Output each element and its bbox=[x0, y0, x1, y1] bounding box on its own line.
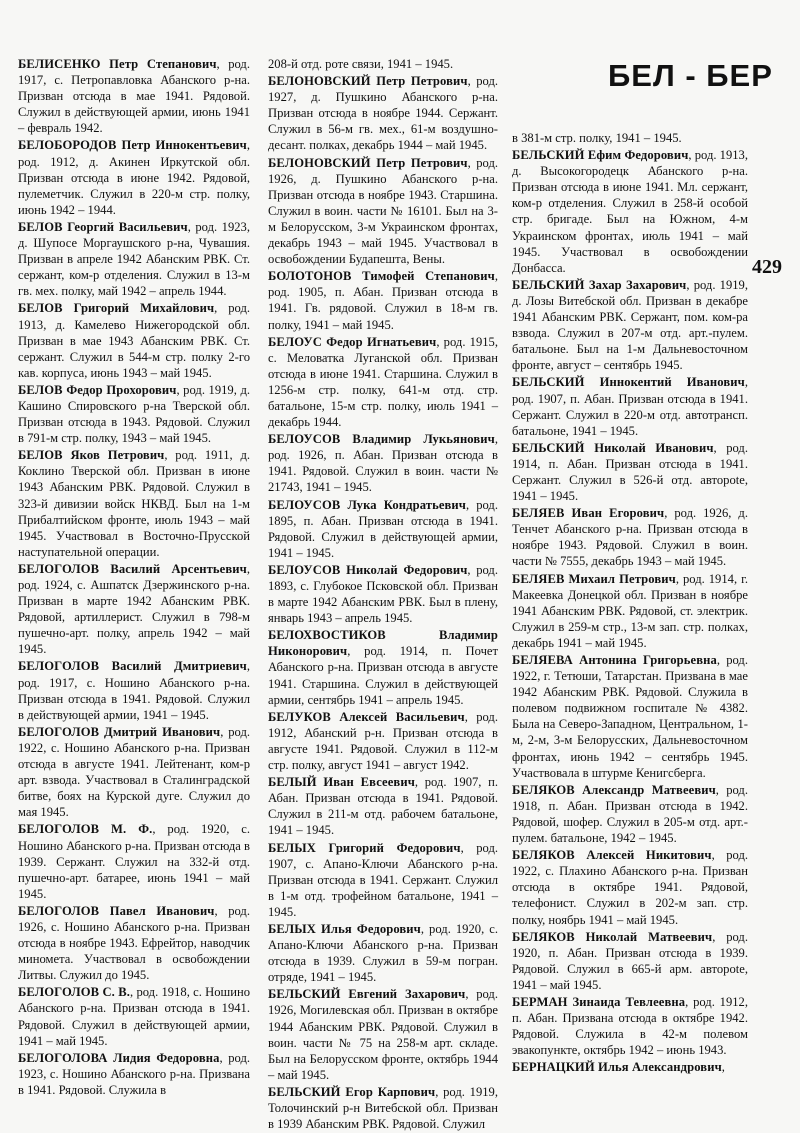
entry-text: , род. 1917, с. Петропавловка Абанского р-на. Призван отсюда в мае 1941. Рядовой. Служил в действующей армии, июнь 1941 – февраль 1942. bbox=[18, 57, 250, 136]
entry bbox=[512, 782, 748, 846]
entry-name: БЕЛЯЕВА Антонина Григорьевна bbox=[512, 653, 717, 667]
entry bbox=[18, 984, 250, 1048]
entry-text: , род. 1919, Толочинский р-н Витебской обл. Призван в 1939 Абанским РВК. Рядовой. Служил bbox=[268, 1084, 498, 1132]
entry-name: БЕЛЬСКИЙ Иннокентий Иванович bbox=[512, 375, 745, 390]
entry bbox=[18, 382, 250, 446]
entry-text: , род. 1920, с. Апано-Ключи Абанского р-на. Призван отсюда в 1939. Служил в 59-м погран. отряде, 1941 – 1945. bbox=[268, 921, 498, 985]
entry bbox=[512, 147, 748, 276]
entry-text: , род. 1912, п. Абан. Призвана отсюда в октябре 1942. Рядовой. Служила в 42-м полевом эвакопункте, октябрь 1942 – июнь 1943. bbox=[512, 994, 748, 1058]
entry-text: , род. 1922, с. Ношино Абанского р-на. Призван отсюда в августе 1941. Лейтенант, ком-р арт. взвода. Участвовал в Сталинградской битве, боях на Курской дуге. Служил до мая 1945. bbox=[18, 724, 250, 820]
entry-text: , род. 1924, с. Ашпатск Дзержинского р-на. Призван в марте 1942 Абанским РВК. Рядовой, артиллерист. Служил в 798-м пушечно-арт. полку, апрель 1942 – май 1945. bbox=[18, 561, 250, 657]
entry bbox=[18, 561, 250, 658]
entry-text: , род. 1926, д. Пушкино Абанского р-на. Призван отсюда в ноябре 1943. Старшина. Служил в воин. части № 16101. Был на 3-м Белорусском, 3-м Украинском фронтах, декабрь 1943 – май 1945. Участвовал в освобождении Будапешта, Вены. bbox=[268, 155, 498, 267]
entry bbox=[268, 774, 498, 838]
entry-name: БЕЛОУС Федор Игнатьевич bbox=[268, 334, 437, 349]
entry bbox=[268, 431, 498, 495]
entry-name: БЕРМАН Зинаида Тевлеевна bbox=[512, 994, 686, 1009]
entry bbox=[268, 562, 498, 626]
entry-text: , род. 1918, с. Ношино Абанского р-на. Призван отсюда в 1941. Рядовой. Служил в действующей армии, 1941 – май 1945. bbox=[18, 985, 250, 1048]
entry-text: , род. 1926, с. Ношино Абанского р-на. Призван отсюда в ноябре 1943. Ефрейтор, наводчик миномета. Участвовал в освобождении Литвы. Служил до 1945. bbox=[18, 903, 250, 983]
entry-text: , род. 1913, д. Камелево Нижегородской обл. Призван в мае 1943 Абанским РВК. Ст. сержант. Служил в 544-м стр. полку 2-го кав. корпуса, июнь 1943 – май 1945. bbox=[18, 301, 251, 380]
entry-text: , род. 1922, с. Плахино Абанского р-на. Призван отсюда в октябре 1941. Рядовой, телефонист. Служил в 202-м зап. стр. полку, ноябрь 1941 – май 1945. bbox=[512, 848, 748, 927]
entry-text: , род. 1913, д. Высокогородецк Абанского р-на. Призван отсюда в июне 1941. Мл. сержант, ком-р отделения. Служил в 258-й особой стр. бригаде. Был на Южном, 4-м Украинском фронтах, июль 1941 – май 1945. Участвовал в освобождении Донбасса. bbox=[512, 148, 748, 275]
entry bbox=[268, 497, 498, 561]
page-number: 429 bbox=[752, 256, 782, 278]
entry-text: , род. 1918, п. Абан. Призван отсюда в 1942. Рядовой, шофер. Служил в 205-м отд. арт.-пулем. батальоне, 1942 – 1945. bbox=[512, 782, 748, 846]
column-2 bbox=[268, 56, 498, 1133]
entry-text: , род. 1907, п. Абан. Призван отсюда в 1941. Рядовой. Служил в 211-м отд. рабочем батальоне, 1941 – 1945. bbox=[268, 775, 498, 838]
entry-text: , род. 1911, д. Коклино Тверской обл. Призван в июне 1943 Абанским РВК. Рядовой. Служил в 323-й дивизии войск НКВД. Был на 1-м Прибалтийском фронте, июль 1943 – май 1945. Участвовал в Восточно-Прусской наступательной операции. bbox=[18, 448, 250, 559]
entry-name: БЕЛОУСОВ Лука Кондратьевич bbox=[268, 497, 466, 512]
entry bbox=[512, 1059, 748, 1075]
entry-text: , род. 1905, п. Абан. Призван отсюда в 1941. Гв. рядовой. Служил в 18-м гв. полку, 1941 – май 1945. bbox=[268, 269, 498, 332]
entry-name: БЕЛЬСКИЙ Захар Захарович bbox=[512, 277, 687, 292]
entry bbox=[268, 73, 498, 153]
entry-name: БЕЛОХВОСТИКОВ Владимир Никонорович bbox=[268, 628, 498, 659]
entry-name: БЕЛОГОЛОВ Василий Дмитриевич bbox=[18, 659, 247, 674]
entry bbox=[18, 56, 250, 136]
entry bbox=[18, 137, 250, 217]
entry-text: , род. 1914, п. Почет Абанского р-на. Призван отсюда в августе 1941. Старшина. Служил в действующей армии, сентябрь 1941 – апрель 1945. bbox=[268, 644, 498, 707]
entry-name: БЕЛОУСОВ Владимир Лукьянович bbox=[268, 432, 495, 447]
entry-name: БЕЛЫХ Григорий Федорович bbox=[268, 840, 461, 855]
entry-name: БЕЛОНОВСКИЙ Петр Петрович bbox=[268, 155, 468, 170]
entry-name: БЕЛЯКОВ Алексей Никитович bbox=[512, 848, 712, 863]
entry bbox=[512, 571, 748, 651]
entry bbox=[18, 724, 250, 821]
entry-name: БЕЛОГОЛОВА Лидия Федоровна bbox=[18, 1050, 220, 1065]
entry-text: , род. 1926, Могилевская обл. Призван в октябре 1944 Абанским РВК. Рядовой. Служил в воин. части № 75 на 258-м арт. складе. Был на Белорусском фронте, октябрь 1944 – май 1945. bbox=[268, 987, 498, 1082]
entry-text: , род. 1919, д. Лозы Витебской обл. Призван в декабре 1941 Абанским РВК. Сержант, пом. ком-ра взвода. Служил в 207-м отд. арт.-пулем. батальоне. Был на 1-м Дальневосточном фронте, август – сентябрь 1945. bbox=[512, 277, 748, 373]
entry-text: , род. 1912, Абанский р-н. Призван отсюда в августе 1941. Рядовой. Служил в 112-м стр. полку, август 1941 – август 1942. bbox=[268, 709, 498, 773]
entry-text: , род. 1927, д. Пушкино Абанского р-на. Призван отсюда в ноябре 1944. Сержант. Служил в 56-м гв. мех., 61-м воздушно-десант. полках, декабрь 1944 – май 1945. bbox=[268, 74, 498, 153]
entry bbox=[18, 300, 250, 380]
entry-text: , род. 1922, г. Тетюши, Татарстан. Призвана в мае 1942 Абанским РВК. Рядовой. Служила в полевом подвижном госпитале № 4382. Была на Северо-Западном, Центральном, 1-м, 2-м, 3-м Белорусских, Дальневосточном фронтах, июнь 1942 – сентябрь 1945. Участвовала в штурме Кенигсберга. bbox=[512, 653, 748, 780]
entry bbox=[268, 921, 498, 985]
entry bbox=[18, 1050, 250, 1098]
entry-text: , род. 1914, г. Макеевка Донецкой обл. Призван в ноябре 1941 Абанским РВК. Рядовой, ст. электрик. Служил в 259-м стр., 13-м зап. стр. полках, декабрь 1941 – май 1945. bbox=[512, 571, 748, 650]
entry-name: БЕЛЫХ Илья Федорович bbox=[268, 921, 421, 936]
entry-name: БЕЛОБОРОДОВ Петр Иннокентьевич bbox=[18, 138, 247, 153]
entry-name: БЕЛОВ Яков Петрович bbox=[18, 448, 165, 463]
entry bbox=[268, 268, 498, 332]
entry-name: БОЛОТОНОВ Тимофей Степанович bbox=[268, 269, 495, 284]
entry-text: , bbox=[721, 1060, 725, 1075]
entry-name: БЕЛОВ Федор Прохорович bbox=[18, 382, 177, 397]
entry bbox=[512, 440, 748, 504]
entry-text: , род. 1926, д. Тенчет Абанского р-на. Призван отсюда в ноябре 1943. Рядовой. Служил в воин. части № 7555, декабрь 1943 – май 1945. bbox=[512, 506, 748, 569]
entry-name: БЕЛОГОЛОВ Василий Арсентьевич bbox=[18, 561, 247, 576]
entry-name: БЕЛОГОЛОВ С. В. bbox=[18, 985, 131, 1000]
entry-name: БЕЛОВ Григорий Михайлович bbox=[18, 301, 215, 316]
entry-name: БЕЛУКОВ Алексей Васильевич bbox=[268, 709, 465, 724]
entry-text: , род. 1923, с. Ношино Абанского р-на. Призвана в 1941. Рядовой. Служила в bbox=[18, 1050, 250, 1097]
entry-name: БЕРНАЦКИЙ Илья Александрович bbox=[512, 1060, 722, 1075]
page-header: БЕЛ - БЕР bbox=[608, 58, 773, 93]
column-3 bbox=[512, 130, 748, 1076]
entry-name: БЕЛЯКОВ Александр Матвеевич bbox=[512, 782, 716, 797]
entry-text: , род. 1914, п. Абан. Призван отсюда в 1941. Сержант. Служил в 526-й отд. авторote, 1941 – 1945. bbox=[512, 440, 748, 504]
entry-text: , род. 1920, с. Ношино Абанского р-на. Призван отсюда в 1939. Сержант. Служил на 332-й отд. пушечно-арт. батарее, июнь 1941 – май 1945. bbox=[18, 822, 250, 901]
entry-name: БЕЛЬСКИЙ Евгений Захарович bbox=[268, 987, 466, 1002]
continuation-text: в 381-м стр. полку, 1941 – 1945. bbox=[512, 131, 682, 145]
entry-name: БЕЛОВ Георгий Васильевич bbox=[18, 219, 188, 234]
entry-text: , род. 1919, д. Кашино Спировского р-на Тверской обл. Призван отсюда в 1943. Рядовой. Служил в 791-м стр. полку, 1943 – май 1945. bbox=[18, 382, 251, 446]
continuation-text: 208-й отд. роте связи, 1941 – 1945. bbox=[268, 57, 454, 71]
entry bbox=[268, 1084, 498, 1132]
entry bbox=[512, 847, 748, 927]
entry-name: БЕЛЯЕВ Михаил Петрович bbox=[512, 571, 676, 586]
entry-name: БЕЛЬСКИЙ Николай Иванович bbox=[512, 440, 714, 455]
entry bbox=[268, 627, 498, 707]
entry bbox=[512, 277, 748, 374]
entry-text: , род. 1920, п. Абан. Призван отсюда в 1939. Рядовой. Служил в 665-й арм. авторote, 1941 – май 1945. bbox=[512, 929, 748, 992]
entry bbox=[268, 155, 498, 268]
entry-text: , род. 1895, п. Абан. Призван отсюда в 1941. Рядовой. Служил в действующей армии, 1941 – 1945. bbox=[268, 497, 498, 560]
entry-text: , род. 1912, д. Акинен Иркутской обл. Призван отсюда в июне 1942. Рядовой, пулеметчик. Служил в 220-м стр. полку, июнь 1942 – 1944. bbox=[18, 138, 250, 217]
entry bbox=[268, 840, 498, 920]
entry-name: БЕЛОУСОВ Николай Федорович bbox=[268, 562, 468, 577]
entry-text: , род. 1893, с. Глубокое Псковской обл. Призван в марте 1942 Абанским РВК. Был в плену, январь 1943 – апрель 1945. bbox=[268, 562, 498, 626]
entry bbox=[18, 219, 250, 299]
entry bbox=[268, 334, 498, 431]
entry-text: , род. 1917, с. Ношино Абанского р-на. Призван отсюда в 1941. Рядовой. Служил в действующей армии, 1941 – 1945. bbox=[18, 659, 250, 722]
entry-name: БЕЛЯЕВ Иван Егорович bbox=[512, 506, 665, 521]
entry-name: БЕЛЬСКИЙ Ефим Федорович bbox=[512, 148, 689, 163]
entry bbox=[512, 994, 748, 1058]
entry bbox=[18, 903, 250, 983]
entry-text: , род. 1915, с. Меловатка Луганской обл. Призван отсюда в июне 1941. Старшина. Служил в 1256-м стр. полку, 641-м отд. стр. батальоне, 15-м стр. полку, июль 1941 – декабрь 1944. bbox=[268, 334, 498, 430]
entry bbox=[512, 505, 748, 569]
entry-text: , род. 1926, п. Абан. Призван отсюда в 1941. Рядовой. Служил в воин. части № 21743, 1941 – 1945. bbox=[268, 432, 498, 495]
entry bbox=[18, 658, 250, 722]
entry bbox=[268, 986, 498, 1083]
entry-name: БЕЛИСЕНКО Петр Степанович bbox=[18, 57, 217, 71]
entry-name: БЕЛОГОЛОВ Дмитрий Иванович bbox=[18, 724, 221, 739]
entry bbox=[512, 929, 748, 993]
entry-name: БЕЛЬСКИЙ Егор Карпович bbox=[268, 1084, 436, 1099]
entry-text: , род. 1907, п. Абан. Призван отсюда в 1941. Сержант. Служил в 220-м отд. автотрансп. батальоне, 1941 – 1945. bbox=[512, 375, 748, 438]
entry-text: , род. 1907, с. Апано-Ключи Абанского р-на. Призван отсюда в 1941. Сержант. Служил в 1-м отд. трофейном батальоне, 1941 – 1945. bbox=[268, 840, 498, 919]
entry bbox=[268, 709, 498, 773]
entry bbox=[512, 652, 748, 781]
entry-name: БЕЛОНОВСКИЙ Петр Петрович bbox=[268, 74, 468, 89]
entry bbox=[512, 374, 748, 438]
column-1 bbox=[18, 56, 250, 1099]
entry-name: БЕЛОГОЛОВ М. Ф. bbox=[18, 822, 153, 837]
entry-name: БЕЛЯКОВ Николай Матвеевич bbox=[512, 929, 713, 944]
entry bbox=[18, 821, 250, 901]
entry-name: БЕЛЫЙ Иван Евсеевич bbox=[268, 775, 415, 790]
entry-name: БЕЛОГОЛОВ Павел Иванович bbox=[18, 903, 215, 918]
entry bbox=[18, 447, 250, 560]
entry-text: , род. 1923, д. Шупосе Моргаушского р-на, Чувашия. Призван в апреле 1942 Абанским РВК. Ст. сержант, ком-р отделения. Служил в 13-м гв. мех. полку, май 1942 – апрель 1944. bbox=[18, 219, 250, 299]
